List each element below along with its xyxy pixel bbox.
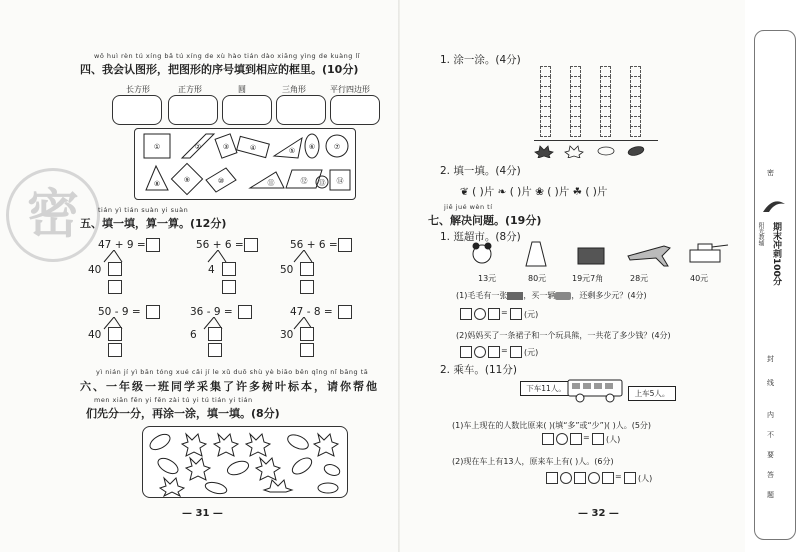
eq1-op[interactable] bbox=[474, 308, 486, 320]
label-parallelogram: 平行四边形 bbox=[330, 85, 370, 94]
shape-label-8: ⑧ bbox=[153, 180, 161, 188]
eq4-op-2[interactable] bbox=[588, 472, 600, 484]
tank-icon bbox=[555, 292, 571, 300]
s6-pinyin-2: men xiān fēn yi fēn zài tú yi tú tián yi tián bbox=[94, 396, 253, 404]
shape-label-10: ⑩ bbox=[217, 177, 225, 185]
answer-box-parallelogram[interactable] bbox=[330, 95, 380, 125]
calc-split-box-1[interactable] bbox=[108, 262, 122, 276]
strip-char-3: 线 bbox=[767, 379, 774, 387]
eq1-result[interactable] bbox=[510, 308, 522, 320]
calc-sum-box-2[interactable] bbox=[222, 280, 236, 294]
strip-char-4: 内 bbox=[767, 411, 774, 419]
bus-q1: (1)车上现在的人数比原来( )(填“多”或“少”)( )人。(5分) bbox=[452, 421, 652, 430]
eq1-unit: (元) bbox=[524, 310, 539, 319]
answer-box-circle[interactable] bbox=[222, 95, 272, 125]
shape-label-13: ⑬ bbox=[318, 179, 326, 187]
shape-label-2: ② bbox=[194, 143, 202, 151]
leaves-drawing bbox=[142, 426, 348, 498]
strip-char-1: 密 bbox=[767, 169, 774, 177]
shape-label-1: ① bbox=[153, 143, 161, 151]
shape-label-9: ⑨ bbox=[183, 176, 191, 184]
label-square: 正方形 bbox=[178, 85, 202, 94]
calc-answer-2[interactable] bbox=[244, 238, 258, 252]
calc-sum-box-5[interactable] bbox=[208, 343, 222, 357]
count-blank-4[interactable]: ( ) bbox=[585, 186, 597, 198]
bar-baseline bbox=[534, 140, 658, 141]
calc-sum-box-6[interactable] bbox=[300, 343, 314, 357]
count-blank-3[interactable]: ( ) bbox=[547, 186, 559, 198]
s7-pinyin: jiě jué wèn tí bbox=[444, 203, 493, 211]
shape-label-4: ④ bbox=[249, 144, 257, 152]
calc-answer-5[interactable] bbox=[238, 305, 252, 319]
calc-split-box-5[interactable] bbox=[208, 327, 222, 341]
answer-box-triangle[interactable] bbox=[276, 95, 326, 125]
calc-expr-1: 47 + 9 = bbox=[98, 239, 146, 251]
banknote-icon bbox=[507, 292, 523, 300]
bus-up-sign: 上车5人。 bbox=[628, 386, 676, 401]
bar-leaf-icons bbox=[534, 142, 664, 158]
bus-icon bbox=[566, 378, 626, 404]
eq3-box-2[interactable] bbox=[570, 433, 582, 445]
eq4-unit: (人) bbox=[638, 474, 653, 483]
bus-q2: (2)现在车上有13人，原来车上有( )人。(6分) bbox=[452, 457, 614, 466]
answer-box-square[interactable] bbox=[168, 95, 218, 125]
shape-label-14: ⑭ bbox=[336, 177, 344, 185]
binding-strip bbox=[745, 0, 800, 552]
calc-split-box-6[interactable] bbox=[300, 327, 314, 341]
eq3-unit: (人) bbox=[606, 435, 621, 444]
count-blank-1[interactable]: ( ) bbox=[472, 186, 484, 198]
count-unit-4: 片 bbox=[596, 186, 608, 198]
calc-split-3: 50 bbox=[280, 264, 294, 276]
calc-answer-1[interactable] bbox=[146, 238, 160, 252]
leaf-icon-2: ❧ bbox=[497, 186, 507, 198]
bus-down-sign: 下车11人。 bbox=[520, 381, 572, 396]
eq4-op-1[interactable] bbox=[560, 472, 572, 484]
shop-title: 1. 逛超市。(8分) bbox=[440, 231, 521, 243]
publisher-name: 阳光教辅 bbox=[757, 222, 764, 246]
calc-sum-box-3[interactable] bbox=[300, 280, 314, 294]
eq4-box-3[interactable] bbox=[602, 472, 614, 484]
answer-box-rectangle[interactable] bbox=[112, 95, 162, 125]
eq4-result[interactable] bbox=[624, 472, 636, 484]
s6-pinyin-1: yì nián jí yì bān tóng xué cǎi jí le xǔ duō shù yè biāo běn qǐng nǐ bāng tā bbox=[96, 368, 369, 376]
shape-label-3: ③ bbox=[222, 143, 230, 151]
s4-pinyin: wǒ huì rèn tú xíng bǎ tú xíng de xù hào tián dào xiāng yìng de kuàng lǐ bbox=[94, 52, 360, 60]
calc-split-1: 40 bbox=[88, 264, 102, 276]
calc-expr-5: 36 - 9 = bbox=[190, 306, 233, 318]
eq3-op[interactable] bbox=[556, 433, 568, 445]
calc-answer-4[interactable] bbox=[146, 305, 160, 319]
calc-answer-3[interactable] bbox=[338, 238, 352, 252]
page-number-left: — 31 — bbox=[182, 508, 223, 519]
calc-split-5: 6 bbox=[190, 329, 197, 341]
strip-char-7: 答 bbox=[767, 471, 774, 479]
q2-title: 2. 填一填。(4分) bbox=[440, 165, 521, 177]
calc-split-box-2[interactable] bbox=[222, 262, 236, 276]
calc-split-box-4[interactable] bbox=[108, 327, 122, 341]
eq3-result[interactable] bbox=[592, 433, 604, 445]
eq2-box-1[interactable] bbox=[460, 346, 472, 358]
shape-label-5: ⑤ bbox=[288, 147, 296, 155]
label-rectangle: 长方形 bbox=[126, 85, 150, 94]
maple-leaf-icon: ❦ bbox=[460, 186, 469, 198]
calc-sum-box-1[interactable] bbox=[108, 280, 122, 294]
shop-q1: (1)毛毛有一张 ，买一辆 ，还剩多少元？(4分) bbox=[456, 291, 647, 300]
shape-label-6: ⑥ bbox=[308, 143, 316, 151]
price-skirt: 80元 bbox=[528, 274, 547, 283]
brand-logo-icon bbox=[761, 196, 787, 216]
eq2-result[interactable] bbox=[510, 346, 522, 358]
strip-char-2: 封 bbox=[767, 355, 774, 363]
dark-leaf-icon: ☘ bbox=[572, 186, 583, 198]
oval-leaf-icon: ❀ bbox=[535, 186, 544, 198]
calc-expr-3: 56 + 6 = bbox=[290, 239, 338, 251]
s5-pinyin: tián yì tián suàn yi suàn bbox=[98, 206, 189, 214]
calc-split-6: 30 bbox=[280, 329, 294, 341]
s6-line-2: 们先分一分，再涂一涂，填一填。(8分) bbox=[86, 407, 280, 420]
stamp-watermark: 密 bbox=[6, 168, 100, 262]
brand-name: 期末冲刺100分 bbox=[771, 222, 781, 286]
s6-line-1: 六、一年级一班同学采集了许多树叶标本，请你帮他 bbox=[80, 380, 379, 393]
count-unit-1: 片 bbox=[483, 186, 495, 198]
leaf-count-row bbox=[460, 184, 607, 199]
calc-answer-6[interactable] bbox=[338, 305, 352, 319]
shape-label-11: ⑪ bbox=[267, 179, 275, 187]
shape-label-12: ⑫ bbox=[300, 177, 308, 185]
price-toy: 19元7角 bbox=[572, 274, 604, 283]
shop-items bbox=[460, 240, 730, 272]
eq2-op[interactable] bbox=[474, 346, 486, 358]
shape-label-7: ⑦ bbox=[333, 143, 341, 151]
eq1-box-2[interactable] bbox=[488, 308, 500, 320]
strip-char-8: 题 bbox=[767, 491, 774, 499]
count-blank-2[interactable]: ( ) bbox=[509, 186, 522, 198]
price-tank: 40元 bbox=[690, 274, 709, 283]
s4-title: 四、我会认图形，把图形的序号填到相应的框里。(10分) bbox=[80, 63, 359, 76]
count-unit-2: 片 bbox=[521, 186, 532, 198]
label-circle: 圆 bbox=[238, 85, 246, 94]
q1-title: 1. 涂一涂。(4分) bbox=[440, 54, 521, 66]
calc-sum-box-4[interactable] bbox=[108, 343, 122, 357]
eq4-box-1[interactable] bbox=[546, 472, 558, 484]
eq2-box-2[interactable] bbox=[488, 346, 500, 358]
calc-split-2: 4 bbox=[208, 264, 215, 276]
price-plane: 28元 bbox=[630, 274, 649, 283]
shapes-drawing bbox=[134, 128, 356, 200]
page-number-right: — 32 — bbox=[578, 508, 619, 519]
s5-title: 五、填一填，算一算。(12分) bbox=[80, 217, 227, 230]
price-panda: 13元 bbox=[478, 274, 497, 283]
eq2-unit: (元) bbox=[524, 348, 539, 357]
strip-char-5: 不 bbox=[767, 431, 774, 439]
calc-split-4: 40 bbox=[88, 329, 102, 341]
strip-char-6: 要 bbox=[767, 451, 774, 459]
calc-expr-4: 50 - 9 = bbox=[98, 306, 141, 318]
s7-title: 七、解决问题。(19分) bbox=[428, 214, 542, 227]
eq4-box-2[interactable] bbox=[574, 472, 586, 484]
calc-expr-6: 47 - 8 = bbox=[290, 306, 333, 318]
calc-split-box-3[interactable] bbox=[300, 262, 314, 276]
shop-q2: (2)妈妈买了一条裙子和一个玩具熊，一共花了多少钱？(4分) bbox=[456, 331, 671, 340]
count-unit-3: 片 bbox=[558, 186, 570, 198]
eq3-box-1[interactable] bbox=[542, 433, 554, 445]
right-page: 1. 涂一涂。(4分) 2. 填一填。(4分) ❦ ( )片 ❧ ( )片 ❀ ( )片 ☘ ( )片 jiě jué wèn tí 七、解决问题。(19分) 1. 逛超市。(8分) 13元 80元 19元7角 28元 40元 (1)毛毛有一张 ，买一辆 ，还剩多少元？(4分) = (元) (2)妈妈买了一条裙子和一个玩具熊，一共花了多少钱？(4分) = (元) 2. 乘车。(11分) 下车11人。 上车5人。 (1)车上现在的人数比原来( )(填“多”或“少”)( )人。(5分) = (人) (2)现在车上有13人，原来车上有( )人。(6分) = (人) — 32 — bbox=[400, 0, 745, 552]
bus-title: 2. 乘车。(11分) bbox=[440, 364, 517, 376]
bar-columns bbox=[536, 66, 666, 140]
calc-expr-2: 56 + 6 = bbox=[196, 239, 244, 251]
label-triangle: 三角形 bbox=[282, 85, 306, 94]
eq1-box-1[interactable] bbox=[460, 308, 472, 320]
